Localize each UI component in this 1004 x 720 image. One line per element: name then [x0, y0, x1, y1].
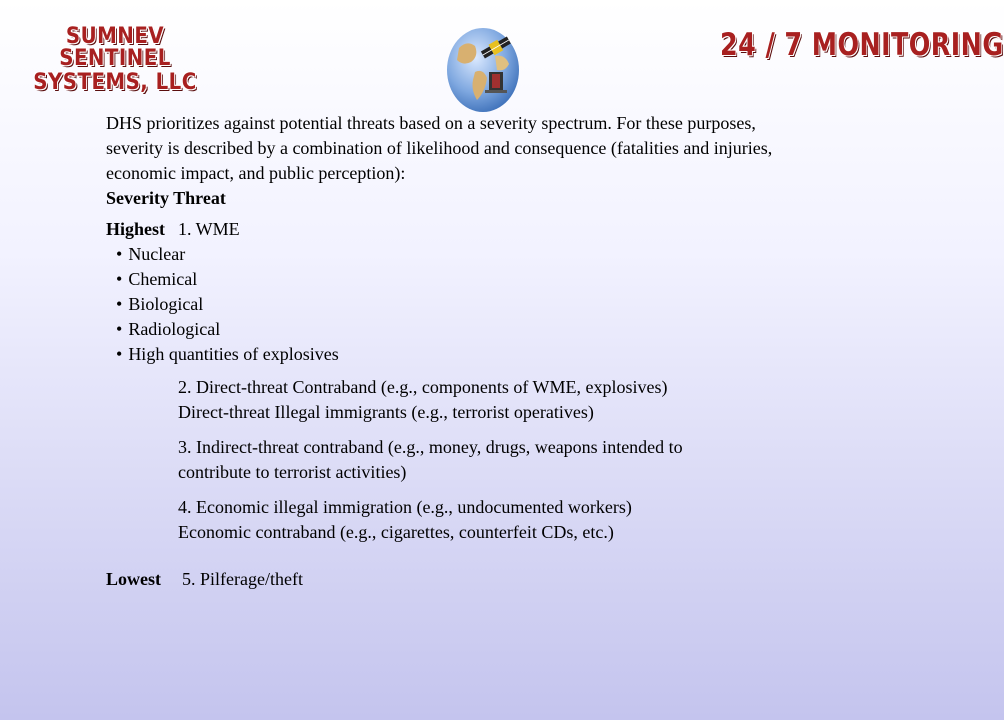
- level-4-line1: 4. Economic illegal immigration (e.g., undocumented workers): [178, 497, 632, 517]
- level-label-highest: Highest: [106, 219, 166, 239]
- level-5: [106, 567, 806, 592]
- wme-list: [106, 242, 806, 367]
- level-1: [106, 217, 806, 367]
- column-header: Severity Threat: [106, 188, 226, 208]
- list-item: • High quantities of explosives: [116, 342, 806, 367]
- company-name-line2: SYSTEMS, LLC: [33, 70, 197, 95]
- list-item: • Radiological: [116, 317, 806, 342]
- level-3-line1: 3. Indirect-threat contraband (e.g., money, drugs, weapons intended to: [178, 437, 683, 457]
- globe-satellite-icon: [445, 26, 523, 112]
- level-4: [178, 495, 806, 545]
- list-item: • Nuclear: [116, 242, 806, 267]
- intro-paragraph: DHS prioritizes against potential threats based on a severity spectrum. For these purposes, severity is described by a combination of likelihood and consequence (fatalities and injuries, economic impact, and public perception):: [106, 113, 773, 183]
- level-2: [178, 375, 806, 425]
- list-item: • Biological: [116, 292, 806, 317]
- level-3-line2: contribute to terrorist activities): [178, 462, 407, 482]
- level-3: [178, 435, 806, 485]
- main-content: [106, 111, 806, 592]
- level-2-line1: 2. Direct-threat Contraband (e.g., components of WME, explosives): [178, 377, 668, 397]
- level-1-title: 1. WME: [178, 219, 240, 239]
- level-label-lowest: Lowest: [106, 569, 161, 589]
- company-logo-text: [25, 26, 205, 96]
- level-5-title: 5. Pilferage/theft: [182, 569, 303, 589]
- level-2-line2: Direct-threat Illegal immigrants (e.g., terrorist operatives): [178, 402, 594, 422]
- list-item: • Chemical: [116, 267, 806, 292]
- monitoring-banner: 24 / 7 MONITORING: [720, 27, 1004, 63]
- company-name-line1: SUMNEV SENTINEL: [59, 24, 171, 71]
- level-4-line2: Economic contraband (e.g., cigarettes, counterfeit CDs, etc.): [178, 522, 614, 542]
